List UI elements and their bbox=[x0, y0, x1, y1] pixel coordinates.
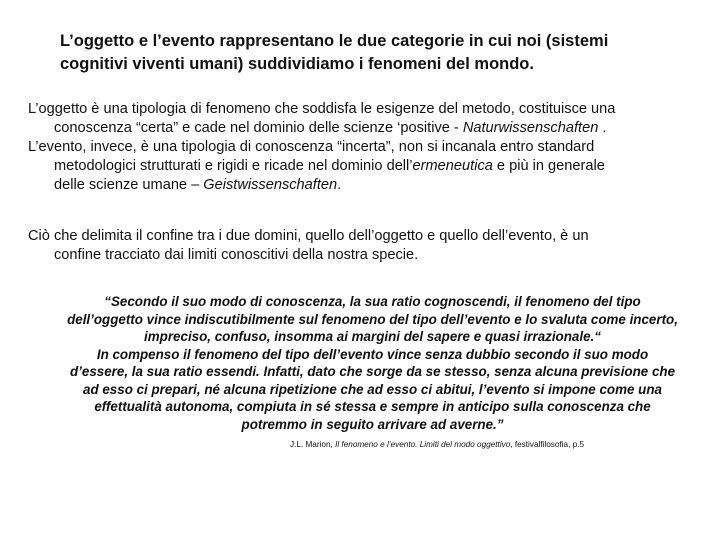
citation-work-title: Il fenomeno e l’evento. Limiti del modo oggettivo bbox=[335, 440, 511, 449]
quote-line: “Secondo il suo modo di conoscenza, la sua ratio cognoscendi, il fenomeno del tipo bbox=[104, 294, 641, 309]
paragraph-evento-line-2 bbox=[54, 157, 698, 176]
paragraph-evento-line-2-text: metodologici strutturati e rigidi e ricade nel dominio dell’ bbox=[54, 158, 413, 174]
slide-title bbox=[60, 30, 720, 76]
quote-line: In compenso il fenomeno del tipo dell’evento vince senza dubbio secondo il suo modo bbox=[96, 346, 649, 362]
paragraph-oggetto-line-2-text: conoscenza “certa” e cade nel dominio delle scienze ‘positive - bbox=[54, 120, 463, 136]
term-geistwissenschaften: Geistwissenschaften bbox=[203, 177, 338, 193]
marion-quote bbox=[40, 293, 705, 433]
paragraph-evento bbox=[28, 138, 698, 195]
quote-line: effettualità autonoma, compiuta in sé stessa e sempre in anticipo sulla conoscenza che bbox=[94, 399, 651, 414]
paragraph-evento-line-3-end: . bbox=[337, 177, 342, 193]
paragraph-oggetto-line-1: L’oggetto è una tipologia di fenomeno che soddisfa le esigenze del metodo, costituisce una bbox=[28, 101, 616, 117]
citation-author: J.L. Marion, bbox=[290, 440, 336, 449]
paragraph-evento-line-3 bbox=[54, 176, 698, 195]
quote-line: potremmo in seguito arrivare ad averne.” bbox=[241, 416, 504, 432]
paragraph-confine bbox=[28, 227, 698, 265]
quote-citation bbox=[290, 439, 710, 450]
paragraph-confine-line-1: Ciò che delimita il confine tra i due domini, quello dell’oggetto e quello dell’evento, è un bbox=[28, 228, 589, 244]
citation-source: , festivalfilosofia, p.5 bbox=[510, 440, 585, 449]
paragraph-confine-line-2: confine tracciato dai limiti conoscitivi della nostra specie. bbox=[54, 247, 419, 263]
definitions-block bbox=[28, 100, 698, 195]
paragraph-oggetto-line-2-end: . bbox=[598, 120, 607, 136]
term-ermeneutica: ermeneutica bbox=[412, 158, 493, 174]
paragraph-oggetto bbox=[28, 100, 698, 138]
boundary-block bbox=[28, 227, 698, 265]
paragraph-evento-line-3-text: delle scienze umane – bbox=[54, 177, 204, 193]
title-line-2: cognitivi viventi umani) suddividiamo i fenomeni del mondo. bbox=[60, 55, 534, 73]
quote-line: dell’oggetto vince indiscutibilmente sul fenomeno del tipo dell’evento e lo svaluta come incerto, bbox=[67, 311, 678, 327]
quote-line: ad esso ci prepari, né alcuna ripetizione che ad esso ci abitui, l’evento si impone come una bbox=[83, 381, 662, 397]
paragraph-oggetto-line-2 bbox=[54, 119, 698, 138]
quote-line: impreciso, confuso, insomma ai margini del sapere e quasi irrazionale.“ bbox=[144, 329, 601, 344]
title-line-1: L’oggetto e l’evento rappresentano le due categorie in cui noi (sistemi bbox=[60, 32, 609, 50]
quote-line: d’essere, la sua ratio essendi. Infatti, dato che sorge da se stesso, senza alcuna previsione che bbox=[69, 364, 676, 379]
paragraph-evento-line-1: L’evento, invece, è una tipologia di conoscenza “incerta”, non si incanala entro standard bbox=[28, 139, 595, 155]
term-naturwissenschaften: Naturwissenschaften bbox=[462, 120, 599, 136]
paragraph-evento-line-2-end: e più in generale bbox=[492, 158, 605, 174]
